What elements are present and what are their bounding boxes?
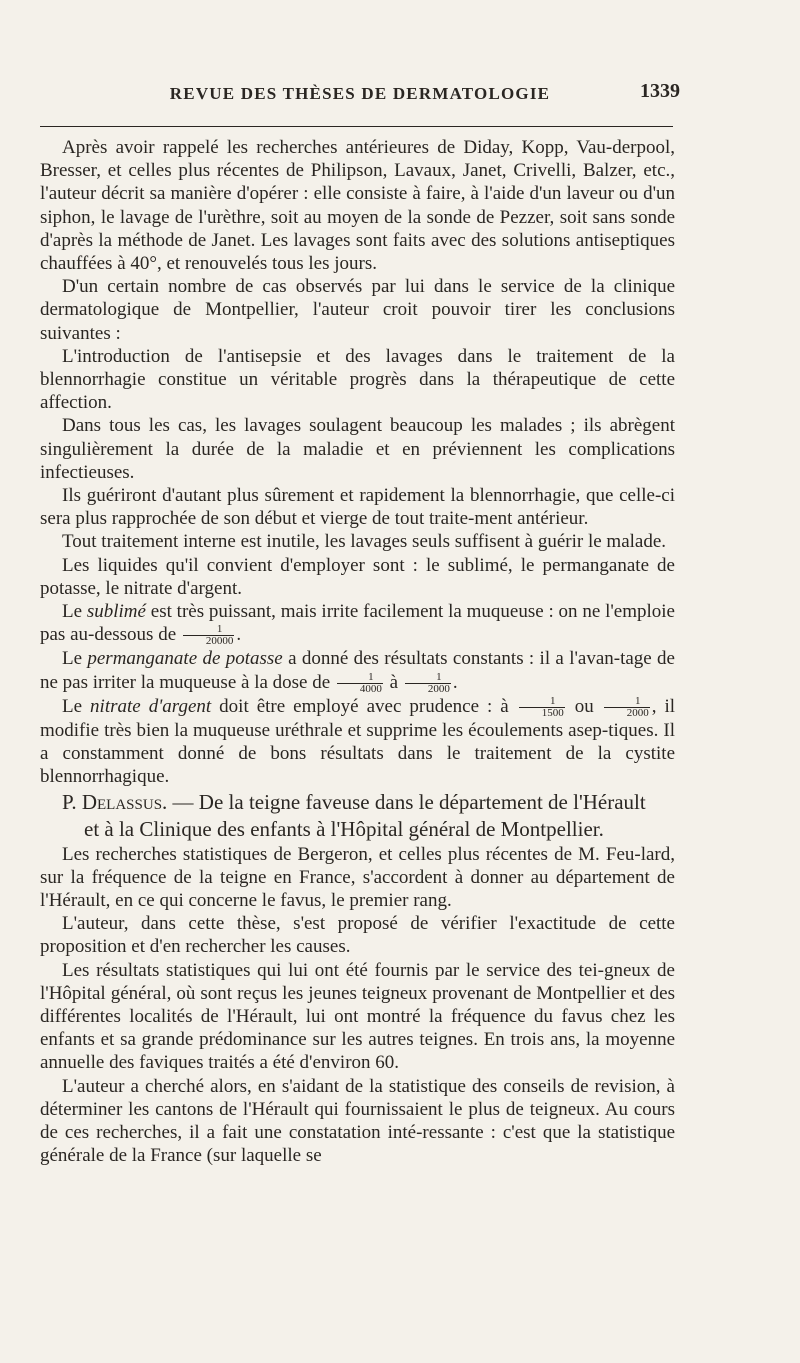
fraction-numerator: 1 [405, 672, 451, 684]
text-run: doit être employé avec prudence : à [211, 695, 517, 717]
fraction [604, 696, 650, 719]
paragraph: L'auteur a cherché alors, en s'aidant de la statistique des conseils de revision, à déterminer les cantons de l'Hérault qui fournissaient le plus de teigneux. Au cours de ces recherches, il a fait une constatation inté-ressante : c'est que la statistique générale de la France (sur laquelle se [40, 1075, 675, 1167]
paragraph: Ils guériront d'autant plus sûrement et rapidement la blennorrhagie, que celle-ci sera plus rapprochée de son début et vierge de tout traite-ment antérieur. [40, 485, 675, 530]
article-title-line2: et à la Clinique des enfants à l'Hôpital général de Montpellier. [84, 816, 604, 841]
paragraph-sublime [40, 600, 675, 647]
page-body [40, 136, 675, 1167]
page-number: 1339 [640, 80, 680, 102]
italic-term: sublimé [86, 601, 146, 623]
paragraph: Après avoir rappelé les recherches antérieures de Diday, Kopp, Vau-derpool, Bresser, et celles plus récentes de Philipson, Lavaux, Janet, Crivelli, Balzer, etc., l'auteur décrit sa manière d'opérer : elle consiste à faire, à l'aide d'un laveur ou d'un siphon, le lavage de l'urèthre, soit au moyen de la sonde de Pezzer, soit sans sonde d'après la méthode de Janet. Les lavages sont faits avec des solutions antiseptiques chauffées à 40°, et renouvelés tous les jours. [40, 137, 675, 275]
paragraph: Les résultats statistiques qui lui ont été fournis par le service des tei-gneux de l'Hôpital général, où sont reçus les jeunes teigneux provenant de Montpellier et des différentes localités de l'Hérault, lui ont montré la fréquence du favus chez les enfants et sa grande prédominance sur les autres teignes. En trois ans, la moyenne annuelle des faviques traités a été d'environ 60. [40, 959, 675, 1074]
running-title: REVUE DES THÈSES DE DERMATOLOGIE [169, 84, 551, 103]
text-run: . [236, 624, 242, 646]
fraction [405, 672, 451, 695]
fraction-denominator: 2000 [427, 682, 450, 695]
fraction-denominator: 20000 [205, 635, 234, 648]
text-run: est très puissant, mais irrite facilement la muqueuse : on ne l'emploie pas au-dessous de [40, 601, 675, 646]
header-rule [40, 126, 673, 127]
paragraph: Tout traitement interne est inutile, les lavages seuls suffisent à guérir le malade. [62, 531, 667, 553]
fraction-numerator: 1 [183, 624, 235, 636]
paragraph: D'un certain nombre de cas observés par lui dans le service de la clinique dermatologique de Montpellier, l'auteur croit pouvoir tirer les conclusions suivantes : [40, 276, 675, 344]
fraction-numerator: 1 [337, 672, 383, 684]
text-run: à [384, 671, 403, 693]
fraction [519, 696, 565, 719]
fraction-denominator: 1500 [541, 706, 564, 719]
fraction-denominator: 2000 [626, 706, 649, 719]
italic-term: permanganate de potasse [87, 648, 283, 670]
text-run: , il modifie très bien la muqueuse uréthrale et supprime les écoulements asep-tiques. Il a constamment donné de bons résultats dans le traitement de la cystite blennorrhagique. [40, 695, 676, 788]
paragraph: L'auteur, dans cette thèse, s'est proposé de vérifier l'exactitude de cette proposition et d'en rechercher les causes. [40, 913, 675, 958]
paragraph: Les recherches statistiques de Bergeron, et celles plus récentes de M. Feu-lard, sur la fréquence de la teigne en France, s'accordent à donner au département de l'Hérault, en ce qui concerne le favus, le premier rang. [40, 843, 675, 911]
paragraph-nitrate [40, 695, 675, 789]
article-title-line1: — De la teigne faveuse dans le département de l'Hérault [167, 789, 646, 814]
text-run: . [452, 671, 458, 693]
paragraph-permanganate [40, 647, 675, 694]
text-run: Le [62, 601, 87, 623]
fraction-numerator: 1 [604, 696, 650, 708]
article-author: P. Delassus. [62, 789, 168, 814]
text-run: a donné des résultats constants : il a l'avan-tage de ne pas irriter la muqueuse à la dose de [40, 648, 675, 693]
article-heading [40, 789, 675, 843]
paragraph: L'introduction de l'antisepsie et des lavages dans le traitement de la blennorrhagie constitue un véritable progrès dans la thérapeutique de cette affection. [40, 345, 675, 414]
text-run: Le [62, 695, 91, 717]
fraction [183, 624, 235, 647]
fraction [337, 672, 383, 695]
fraction-numerator: 1 [519, 696, 565, 708]
paragraph: Les liquides qu'il convient d'employer sont : le sublimé, le permanganate de potasse, le nitrate d'argent. [40, 554, 675, 599]
paragraph: Dans tous les cas, les lavages soulagent beaucoup les malades ; ils abrègent singulièrement la durée de la maladie et en préviennent les complications infectieuses. [40, 415, 675, 483]
text-run: ou [566, 695, 602, 717]
italic-term: nitrate d'argent [90, 695, 212, 717]
fraction-denominator: 4000 [359, 682, 382, 695]
page-header [40, 80, 680, 110]
text-run: Le [62, 648, 88, 670]
